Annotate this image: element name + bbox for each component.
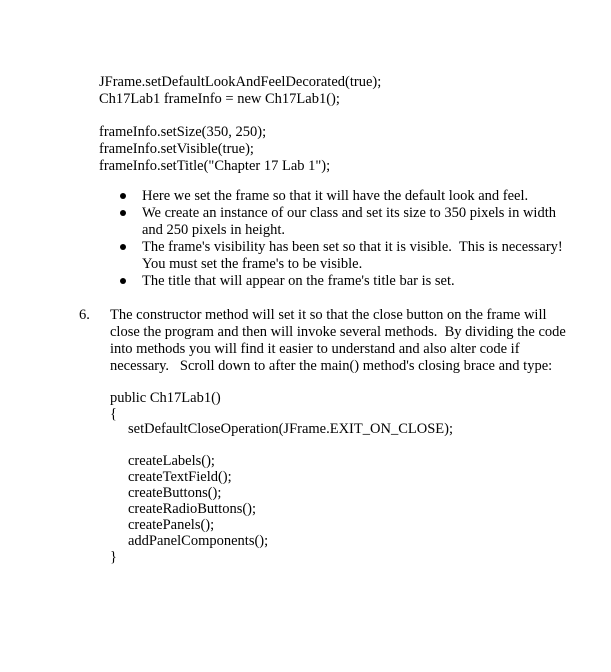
code-constructor-signature: public Ch17Lab1()	[110, 390, 221, 406]
code-call-line: createLabels();	[128, 453, 215, 469]
step-text-line: necessary. Scroll down to after the main() method's closing brace and type:	[110, 358, 553, 374]
step-text-line: into methods you will find it easier to understand and also alter code if	[110, 341, 520, 357]
code-call-line: addPanelComponents();	[128, 533, 269, 549]
code-line-new-instance: Ch17Lab1 frameInfo = new Ch17Lab1();	[99, 91, 340, 107]
bullet-dot	[120, 193, 126, 199]
code-line-set-title: frameInfo.setTitle("Chapter 17 Lab 1");	[99, 158, 331, 174]
code-call-line: createTextField();	[128, 469, 232, 485]
bullet-text: The frame's visibility has been set so that it is visible. This is necessary!	[142, 239, 563, 255]
bullet-dot	[120, 244, 126, 250]
step-text-line: The constructor method will set it so that the close button on the frame will	[110, 307, 547, 323]
bullet-text-continued: and 250 pixels in height.	[142, 222, 285, 238]
code-line-set-visible: frameInfo.setVisible(true);	[99, 141, 254, 157]
bullet-dot	[120, 278, 126, 284]
bullet-text: Here we set the frame so that it will have the default look and feel.	[142, 188, 529, 204]
bullet-dot	[120, 210, 126, 216]
step-number: 6.	[79, 307, 90, 323]
code-line-set-size: frameInfo.setSize(350, 250);	[99, 124, 267, 140]
code-call-line: createRadioButtons();	[128, 501, 257, 517]
bullet-text-continued: You must set the frame's to be visible.	[142, 256, 363, 272]
code-close-operation: setDefaultCloseOperation(JFrame.EXIT_ON_CLOSE);	[128, 421, 453, 437]
step-text-line: close the program and then will invoke several methods. By dividing the code	[110, 324, 566, 340]
code-call-line: createButtons();	[128, 485, 222, 501]
bullet-text: The title that will appear on the frame's title bar is set.	[142, 273, 455, 289]
code-open-brace: {	[110, 406, 117, 422]
code-close-brace: }	[110, 549, 117, 565]
code-call-line: createPanels();	[128, 517, 215, 533]
bullet-text: We create an instance of our class and set its size to 350 pixels in width	[142, 205, 556, 221]
code-line-set-look-and-feel: JFrame.setDefaultLookAndFeelDecorated(true);	[99, 74, 382, 90]
